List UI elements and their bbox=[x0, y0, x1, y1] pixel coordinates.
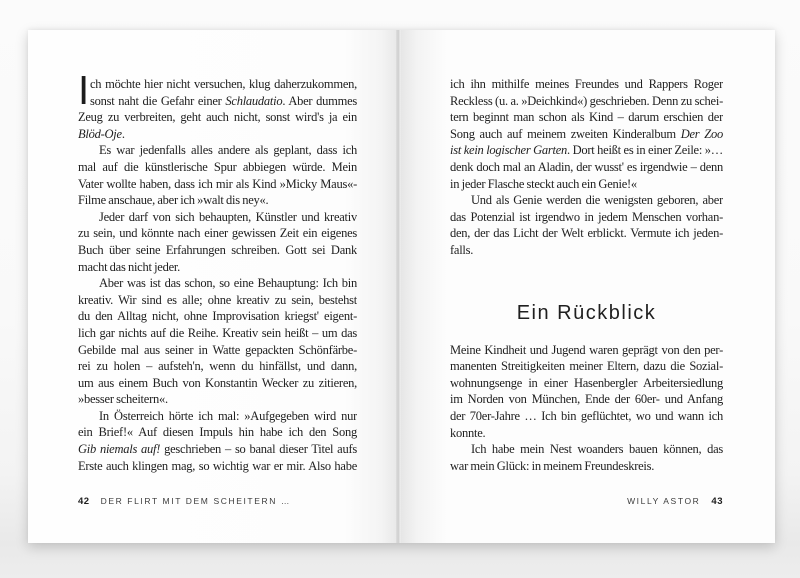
text-line: lich gar nichts auf die Reihe. Kreativ sein heißt – um das bbox=[78, 325, 357, 340]
text-line: »besser scheitern«. bbox=[78, 392, 168, 407]
text-line: im Norden von München, Ende der 60er- und Anfang bbox=[450, 392, 723, 407]
author-footer: WILLY ASTOR bbox=[627, 496, 701, 506]
text-line: manenten Streitigkeiten meiner Eltern, dazu die Sozial- bbox=[450, 359, 723, 374]
paragraph bbox=[450, 76, 723, 192]
text-line: Song auch auf meinem zweiten Kinderalbum Der Zoo bbox=[450, 126, 723, 141]
text-line: falls. bbox=[450, 242, 474, 257]
text-line: mal auf die künstlerische Spur abbiegen würde. Mein bbox=[78, 159, 357, 174]
text-line: tern beginnt man schon als Kind – darum erschien der bbox=[450, 110, 723, 125]
text-line: rei zu holen – aufsteh'n, wenn du hinfällst, und dann, bbox=[78, 359, 357, 374]
text-line: Es war jedenfalls alles andere als geplant, dass ich bbox=[99, 143, 357, 158]
chapter-title-footer: DER FLIRT MIT DEM SCHEITERN … bbox=[100, 496, 292, 506]
text-line: zu sein, und könnte nach einer gewissen Zeit ein eigenes bbox=[78, 226, 357, 241]
text-line: Buch über seine Erfahrungen schreiben. Gott sei Dank bbox=[78, 242, 357, 257]
text-line: der 70er-Jahre … Ich bin geflüchtet, wo und wann ich bbox=[450, 408, 723, 423]
text-line: das Potenzial ist irgendwo in jedem Menschen vorhan- bbox=[450, 209, 723, 224]
paragraph bbox=[78, 408, 357, 474]
page-footer-right bbox=[627, 496, 723, 507]
text-line: du den Alltag nicht, ohne Improvisation kriegst' eigent- bbox=[78, 309, 357, 324]
text-line: konnte. bbox=[450, 425, 486, 440]
text-line: In Österreich hörte ich mal: »Aufgegeben wird nur bbox=[99, 408, 357, 423]
text-line: Zeug zu verbreiten, geht auch nicht, sonst wird's ja ein bbox=[78, 110, 357, 125]
text-line: macht das nicht jeder. bbox=[78, 259, 180, 274]
page-body bbox=[78, 76, 357, 474]
paragraph bbox=[78, 209, 357, 275]
page-footer-left bbox=[78, 496, 291, 507]
paragraph bbox=[450, 192, 723, 258]
text-line: Gib niemals auf! geschrieben – so banal dieser Titel aufs bbox=[78, 442, 357, 457]
page-left bbox=[28, 30, 396, 543]
chapter-heading: Ein Rückblick bbox=[516, 301, 657, 324]
text-line: ist kein logischer Garten. Dort heißt es in einer Zeile: »… bbox=[450, 143, 723, 158]
text-line: Meine Kindheit und Jugend waren geprägt von den per- bbox=[450, 342, 723, 357]
paragraph bbox=[78, 275, 357, 408]
page-right bbox=[402, 30, 775, 543]
text-line: Und als Genie werden die wenigsten geboren, aber bbox=[471, 193, 723, 208]
text-line: denk doch mal an Aladin, der wusst' es irgendwie – denn bbox=[450, 159, 723, 174]
text-line: ein Brief!« Auf diesen Impuls hin habe ich den Song bbox=[78, 425, 357, 440]
text-line: Gebilde mal aus seiner in Watte gepackten Schönfärbe- bbox=[78, 342, 357, 357]
text-line: ich ihn mithilfe meines Freundes und Rappers Roger bbox=[450, 77, 723, 91]
open-book bbox=[28, 30, 775, 543]
text-line: Ich habe mein Nest woanders bauen können, das bbox=[471, 442, 723, 457]
text-line: Erste auch klingen mag, so wichtig war er mir. Also habe bbox=[78, 458, 357, 473]
page-body bbox=[450, 76, 723, 474]
text-line: sonst naht die Gefahr einer Schlaudatio. Aber dummes bbox=[90, 93, 357, 108]
text-line: um aus einem Buch von Konstantin Wecker zu zitieren, bbox=[78, 375, 357, 390]
text-line: ch möchte hier nicht versuchen, klug daherzukommen, bbox=[90, 77, 357, 91]
paragraph bbox=[450, 342, 723, 442]
text-line: Blöd-Oje. bbox=[78, 126, 125, 141]
text-line: in jeder Flasche steckt auch ein Genie!« bbox=[450, 176, 637, 191]
text-line: kreativ. Wir sind es alle; ohne kreativ zu sein, bestehst bbox=[78, 292, 357, 307]
text-line: wohnungsenge in einer Hasenbergler Arbeitersiedlung bbox=[450, 375, 723, 390]
text-line: Aber was ist das schon, so eine Behauptung: Ich bin bbox=[99, 276, 357, 291]
text-line: war mein Glück: in meinem Freundeskreis. bbox=[450, 458, 655, 473]
paragraph bbox=[450, 441, 723, 474]
drop-cap: I bbox=[78, 76, 90, 109]
text-line: Filme anschaue, aber ich »walt dis ney«. bbox=[78, 193, 269, 208]
text-line: den, der das Licht der Welt erblickt. Vermute ich jeden- bbox=[450, 226, 723, 241]
text-line: Reckless (u. a. »Deichkind«) geschrieben. Denn zu schei- bbox=[450, 93, 723, 108]
text-line: Vater wollte haben, dass ich mir als Kind »Micky Maus«- bbox=[78, 176, 357, 191]
paragraph bbox=[78, 142, 357, 208]
text-line: Jeder darf von sich behaupten, Künstler und kreativ bbox=[99, 209, 357, 224]
page-number-right: 43 bbox=[711, 496, 723, 507]
page-number-left: 42 bbox=[78, 496, 90, 507]
paragraph bbox=[78, 76, 357, 142]
